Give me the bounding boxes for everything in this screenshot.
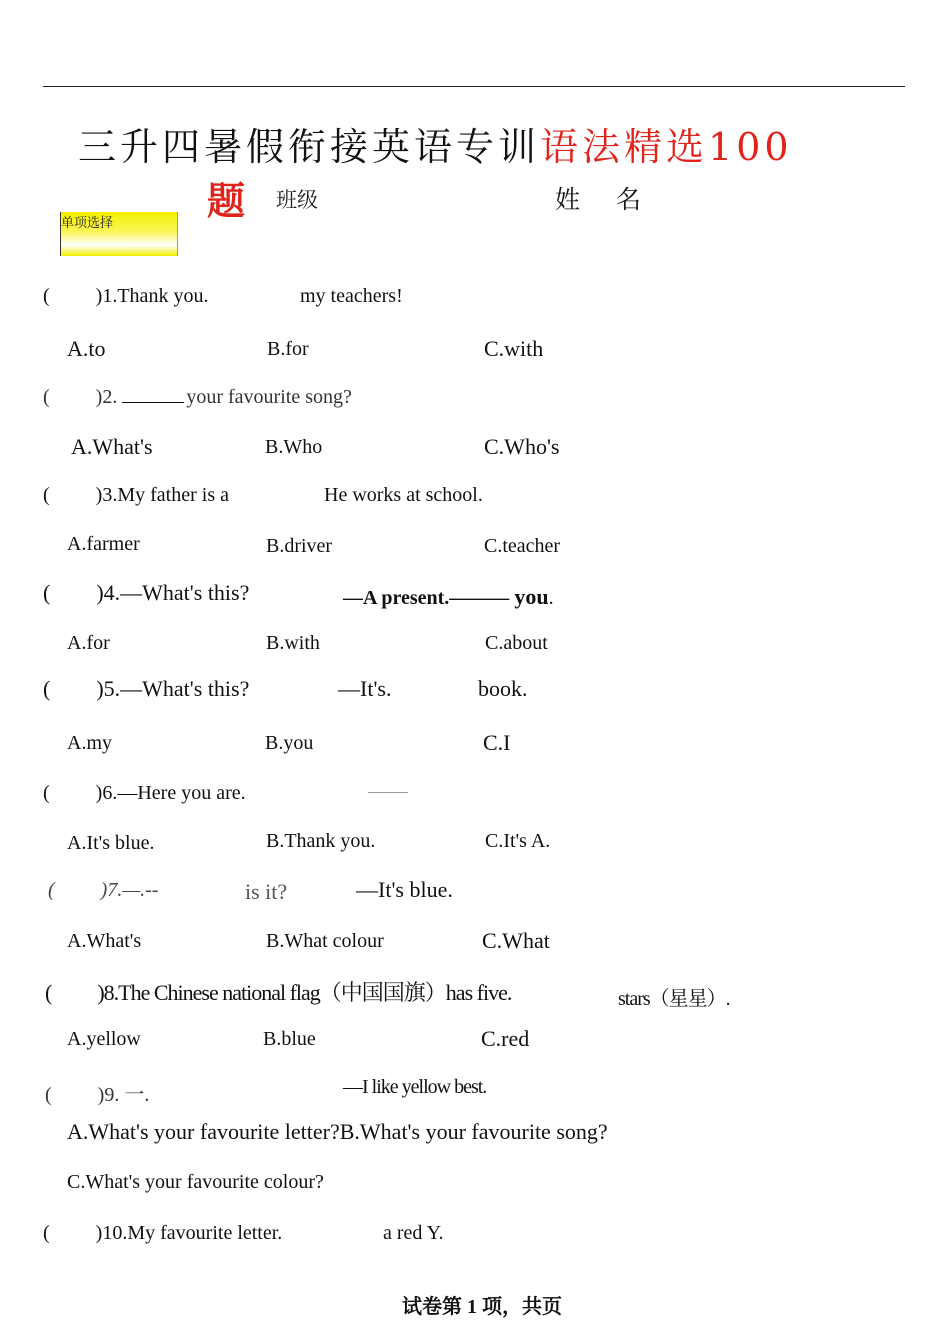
q7-option-a: A.What's [67, 930, 142, 952]
q3-option-a: A.farmer [67, 533, 140, 555]
q2-option-c: C.Who's [484, 434, 560, 459]
question-7-stem-a: is it? [245, 879, 288, 904]
page-footer: 试卷第 1 项，共页 [402, 1296, 562, 1318]
q1-option-a: A.to [67, 336, 106, 361]
q9-option-ab: A.What's your favourite letter?B.What's your favourite song? [67, 1119, 608, 1144]
q5-option-b: B.you [265, 732, 314, 754]
q8-option-c: C.red [481, 1026, 530, 1051]
q8-option-a: A.yellow [67, 1028, 141, 1050]
question-7: ( )7.—.-- [48, 879, 159, 901]
q5-option-c: C.I [483, 730, 511, 755]
question-7-stem-b: —It's blue. [356, 877, 453, 902]
q1-option-c: C.with [484, 336, 544, 361]
title-red: 语法精选100 [540, 125, 793, 169]
q3-option-b: B.driver [266, 535, 333, 557]
question-3-stem-b: He works at school. [324, 484, 483, 506]
question-4-stem-b: —A present.——— you. [343, 584, 554, 609]
title-red-continued: 题 [207, 178, 246, 223]
q4-option-b: B.with [266, 632, 320, 654]
name-label: 姓 名 [555, 185, 655, 214]
question-9-stem-a: —I like yellow best. [343, 1076, 487, 1098]
question-6-stem-b: —— [368, 780, 408, 802]
q8-option-b: B.blue [263, 1028, 316, 1050]
question-4: ( )4.—What's this? [43, 580, 250, 605]
question-1: ( )1.Thank you. [43, 285, 209, 307]
question-8: ( )8.The Chinese national flag（中国国旗）has five. [45, 980, 512, 1005]
q4-option-c: C.about [485, 632, 548, 654]
q6-option-c: C.It's A. [485, 830, 551, 852]
question-5: ( )5.—What's this? [43, 676, 250, 701]
q7-option-c: C.What [482, 928, 550, 953]
page-title [78, 116, 793, 171]
section-label: 单项选择 [61, 216, 114, 231]
q7-option-b: B.What colour [266, 930, 384, 952]
answer-blank [122, 402, 184, 403]
question-10: ( )10.My favourite letter. [43, 1222, 283, 1244]
q5-option-a: A.my [67, 732, 112, 754]
q9-option-c: C.What's your favourite colour? [67, 1171, 324, 1193]
question-5-stem-c: book. [478, 676, 528, 701]
q6-option-b: B.Thank you. [266, 830, 376, 852]
question-10-stem-b: a red Y. [383, 1222, 444, 1244]
section-label-box [60, 212, 178, 256]
question-5-stem-b: —It's. [338, 676, 392, 701]
question-6: ( )6.—Here you are. [43, 782, 246, 804]
question-1-stem-b: my teachers! [300, 285, 403, 307]
q3-option-c: C.teacher [484, 535, 561, 557]
question-8-stem-b: stars（星星）. [618, 988, 730, 1010]
question-3: ( )3.My father is a [43, 484, 229, 506]
q2-option-a: A.What's [71, 434, 153, 459]
top-rule [43, 86, 905, 87]
q4-option-a: A.for [67, 632, 110, 654]
q2-option-b: B.Who [265, 436, 323, 458]
q6-option-a: A.It's blue. [67, 832, 155, 854]
question-2: ( )2. your favourite song? [43, 386, 352, 408]
question-9: ( )9. 一. [45, 1084, 150, 1106]
title-black: 三升四暑假衔接英语专训 [78, 125, 541, 169]
class-label: 班级 [276, 188, 318, 212]
q1-option-b: B.for [267, 338, 309, 360]
